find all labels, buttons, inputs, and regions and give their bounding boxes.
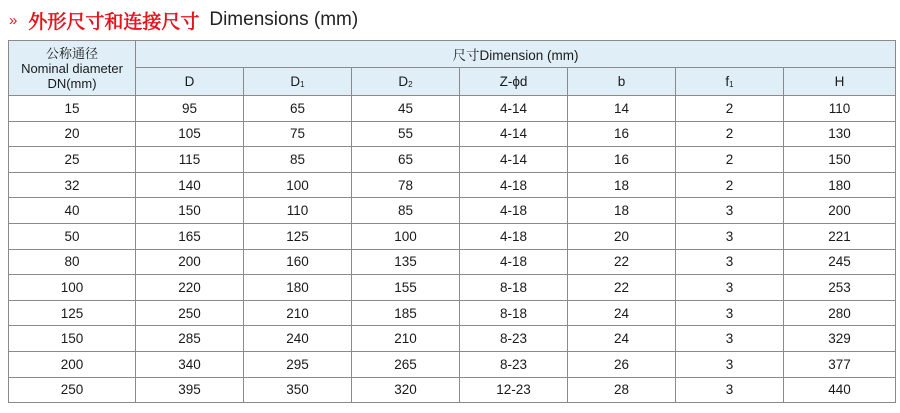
- column-header: [676, 68, 784, 96]
- dimension-cell: 295: [244, 351, 352, 377]
- dimension-cell: 4-18: [460, 172, 568, 198]
- table-row: [9, 223, 896, 249]
- dimension-cell: 3: [676, 300, 784, 326]
- column-header: [568, 68, 676, 96]
- dimension-cell: 3: [676, 377, 784, 403]
- column-header: [244, 68, 352, 96]
- dimension-cell: 395: [136, 377, 244, 403]
- dn-cell: 50: [9, 223, 136, 249]
- dimension-cell: 220: [136, 275, 244, 301]
- dimension-cell: 4-14: [460, 121, 568, 147]
- dimension-cell: 4-18: [460, 223, 568, 249]
- dn-cell: 100: [9, 275, 136, 301]
- column-header-label: b: [617, 74, 626, 89]
- dimension-cell: 245: [784, 249, 896, 275]
- column-header-label: H: [834, 74, 845, 89]
- dn-cell: 150: [9, 326, 136, 352]
- dimension-cell: 45: [352, 96, 460, 122]
- dimension-cell: 75: [244, 121, 352, 147]
- dimension-cell: 18: [568, 172, 676, 198]
- column-header: [352, 68, 460, 96]
- column-header-subscript: 1: [300, 80, 305, 89]
- dimension-cell: 3: [676, 326, 784, 352]
- column-header-subscript: 2: [408, 80, 413, 89]
- heading-title-en: Dimensions (mm): [209, 9, 359, 30]
- table-row: [9, 172, 896, 198]
- dimension-cell: 4-18: [460, 249, 568, 275]
- dimension-cell: 85: [244, 147, 352, 173]
- dimension-cell: 14: [568, 96, 676, 122]
- column-header: [784, 68, 896, 96]
- dimension-cell: 78: [352, 172, 460, 198]
- heading-title-cn: 外形尺寸和连接尺寸: [28, 11, 200, 33]
- dimension-cell: 140: [136, 172, 244, 198]
- dimension-cell: 265: [352, 351, 460, 377]
- table-row: [9, 121, 896, 147]
- dimension-cell: 329: [784, 326, 896, 352]
- dimension-cell: 8-18: [460, 300, 568, 326]
- dn-cell: 25: [9, 147, 136, 173]
- dimension-cell: 105: [136, 121, 244, 147]
- column-header-label: Z-ϕd: [499, 74, 528, 89]
- dimension-cell: 285: [136, 326, 244, 352]
- dimension-cell: 200: [784, 198, 896, 224]
- dimension-cell: 440: [784, 377, 896, 403]
- dimension-cell: 3: [676, 249, 784, 275]
- dimension-cell: 253: [784, 275, 896, 301]
- dimension-cell: 4-14: [460, 96, 568, 122]
- dimension-cell: 240: [244, 326, 352, 352]
- dn-cell: 32: [9, 172, 136, 198]
- dn-cell: 250: [9, 377, 136, 403]
- dimensions-table: [8, 40, 896, 403]
- column-header-label: f: [725, 74, 730, 89]
- table-row: [9, 351, 896, 377]
- table-row: [9, 275, 896, 301]
- column-header-subscript: 1: [729, 80, 734, 89]
- dn-header-en: Nominal diameter: [21, 60, 123, 76]
- dn-cell: 40: [9, 198, 136, 224]
- table-row: [9, 249, 896, 275]
- column-header-label: D: [184, 74, 195, 89]
- dimension-cell: 16: [568, 147, 676, 173]
- dimension-cell: 320: [352, 377, 460, 403]
- dimension-cell: 110: [784, 96, 896, 122]
- dn-cell: 15: [9, 96, 136, 122]
- dimension-cell: 4-14: [460, 147, 568, 173]
- dimension-cell: 210: [352, 326, 460, 352]
- dimension-cell: 24: [568, 300, 676, 326]
- dimension-cell: 130: [784, 121, 896, 147]
- dimension-cell: 100: [352, 223, 460, 249]
- dimension-cell: 115: [136, 147, 244, 173]
- dimension-cell: 24: [568, 326, 676, 352]
- dimension-cell: 377: [784, 351, 896, 377]
- dn-cell: 125: [9, 300, 136, 326]
- column-header-label: D: [398, 74, 409, 89]
- dimension-cell: 65: [352, 147, 460, 173]
- dimension-cell: 180: [784, 172, 896, 198]
- dimension-cell: 85: [352, 198, 460, 224]
- dimension-cell: 350: [244, 377, 352, 403]
- dimension-cell: 2: [676, 172, 784, 198]
- dimension-cell: 18: [568, 198, 676, 224]
- dimension-cell: 8-18: [460, 275, 568, 301]
- table-row: [9, 326, 896, 352]
- dn-header-cn: 公称通径: [45, 45, 98, 61]
- dimension-cell: 8-23: [460, 326, 568, 352]
- section-heading: [9, 6, 358, 34]
- dn-header-unit: DN(mm): [47, 75, 97, 91]
- dimension-cell: 155: [352, 275, 460, 301]
- dn-cell: 80: [9, 249, 136, 275]
- dn-cell: 200: [9, 351, 136, 377]
- table-row: [9, 377, 896, 403]
- dimension-cell: 55: [352, 121, 460, 147]
- table-row: [9, 198, 896, 224]
- dimension-cell: 20: [568, 223, 676, 249]
- dimension-cell: 12-23: [460, 377, 568, 403]
- dimension-cell: 160: [244, 249, 352, 275]
- dimension-cell: 2: [676, 147, 784, 173]
- column-header-label: D: [290, 74, 301, 89]
- dimension-cell: 180: [244, 275, 352, 301]
- dimension-cell: 8-23: [460, 351, 568, 377]
- dimension-group-header: 尺寸Dimension (mm): [136, 41, 896, 68]
- dimension-cell: 185: [352, 300, 460, 326]
- dimension-cell: 125: [244, 223, 352, 249]
- dimension-cell: 2: [676, 96, 784, 122]
- dimension-cell: 28: [568, 377, 676, 403]
- dimension-cell: 221: [784, 223, 896, 249]
- dimension-cell: 150: [136, 198, 244, 224]
- dimension-cell: 65: [244, 96, 352, 122]
- dimension-cell: 340: [136, 351, 244, 377]
- dimension-cell: 4-18: [460, 198, 568, 224]
- table-row: [9, 96, 896, 122]
- column-header: [460, 68, 568, 96]
- dimension-cell: 26: [568, 351, 676, 377]
- dimension-cell: 280: [784, 300, 896, 326]
- dimension-cell: 100: [244, 172, 352, 198]
- dimension-cell: 2: [676, 121, 784, 147]
- column-header: [136, 68, 244, 96]
- dimension-cell: 16: [568, 121, 676, 147]
- dimension-cell: 110: [244, 198, 352, 224]
- dn-header: [9, 41, 136, 96]
- dimension-cell: 22: [568, 249, 676, 275]
- dimension-cell: 3: [676, 351, 784, 377]
- dimension-cell: 22: [568, 275, 676, 301]
- dimension-cell: 200: [136, 249, 244, 275]
- dimension-cell: 210: [244, 300, 352, 326]
- dimension-cell: 95: [136, 96, 244, 122]
- chevron-icon: »: [9, 11, 17, 29]
- dimension-cell: 3: [676, 275, 784, 301]
- dimension-cell: 135: [352, 249, 460, 275]
- dimension-cell: 150: [784, 147, 896, 173]
- dimension-cell: 250: [136, 300, 244, 326]
- dn-cell: 20: [9, 121, 136, 147]
- table-row: [9, 300, 896, 326]
- dimension-cell: 3: [676, 198, 784, 224]
- table-row: [9, 147, 896, 173]
- dimension-cell: 3: [676, 223, 784, 249]
- dimension-cell: 165: [136, 223, 244, 249]
